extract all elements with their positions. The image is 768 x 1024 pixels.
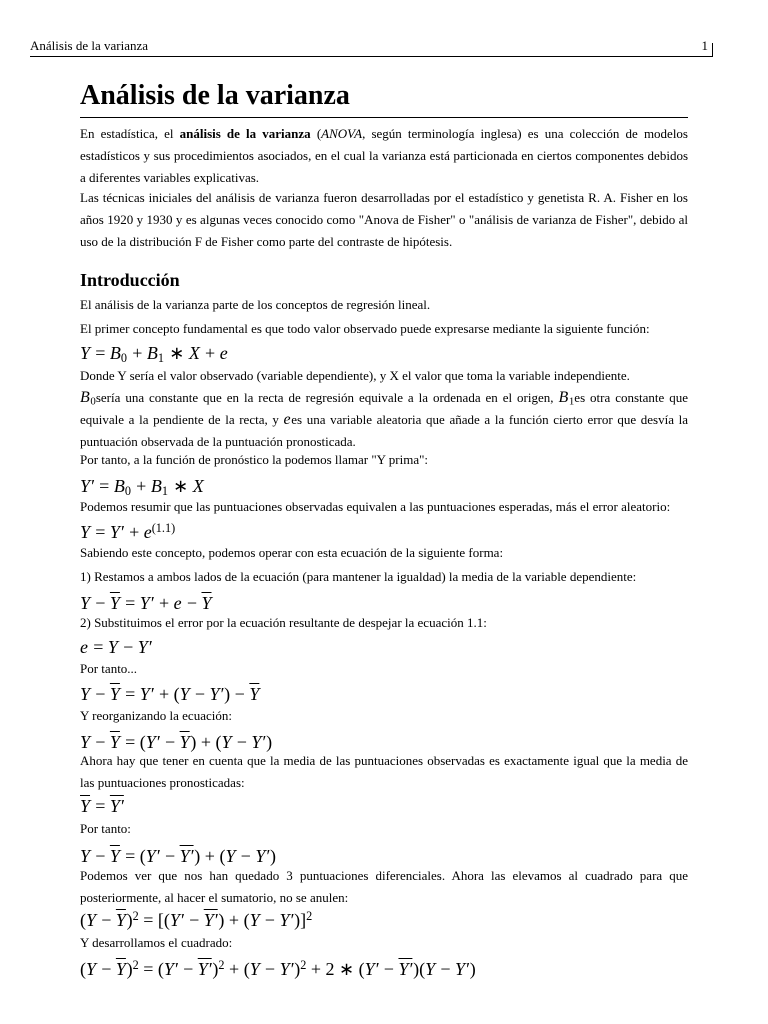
math-operator (132, 343, 142, 363)
math-symbol: Y′ (139, 593, 154, 613)
math-symbol: − (236, 732, 247, 752)
math-mean-symbol: Y′ (197, 959, 212, 979)
math-bracket (212, 959, 224, 979)
math-symbol: Y (80, 343, 91, 363)
math-symbol: ( (157, 959, 164, 979)
math-symbol: − (183, 959, 194, 979)
math-symbol: = (99, 476, 110, 496)
math-symbol: Y (225, 846, 236, 866)
math-variable: B (80, 389, 90, 406)
math-operator (265, 910, 275, 930)
math-bracket (218, 910, 224, 930)
math-operator (95, 593, 105, 613)
math-symbol: Y (80, 846, 91, 866)
math-variable (86, 959, 97, 979)
body-paragraph: El primer concepto fundamental es que todo valor observado puede expresarse mediante la siguiente función: (80, 321, 650, 336)
math-variable (113, 476, 132, 499)
math-operator (143, 910, 153, 930)
math-variable (140, 593, 155, 613)
math-operator (384, 959, 394, 979)
math-variable (174, 593, 183, 613)
math-mean-symbol: $\overline{Y}$ (201, 593, 212, 613)
math-symbol: − (189, 910, 200, 930)
math-symbol: ∗ (339, 959, 355, 979)
math-bracket (270, 846, 276, 866)
math-symbol: ) (126, 910, 133, 930)
inline-math-b1 (558, 389, 574, 406)
math-symbol: Y′ (364, 959, 379, 979)
math-symbol: = (125, 846, 136, 866)
math-symbol: + (310, 959, 322, 979)
math-mean-symbol: $\overline{Y}$ (115, 959, 126, 979)
math-symbol: − (264, 959, 276, 979)
math-variable (455, 959, 470, 979)
math-symbol: B (109, 343, 121, 363)
math-symbol: Y (80, 522, 91, 542)
math-formula (80, 681, 688, 707)
math-symbol: e (219, 343, 228, 363)
math-symbol: ( (219, 846, 226, 866)
math-bracket (470, 959, 476, 979)
math-mean-symbol: $\overline{Y}$ (109, 593, 120, 613)
math-variable (180, 846, 195, 866)
math-variable (138, 637, 153, 657)
lead-paragraph-history: Las técnicas iniciales del análisis de varianza fueron desarrolladas por el estadístico y genetista R. A. Fisher en los años 1920 y 1930 y es algunas veces conocido como "Anova de Fisher" o "análisis de varianza de Fisher", debido al uso de la distribución F de Fisher como parte del contraste de hipótesis. (80, 190, 688, 249)
math-symbol: e (143, 522, 152, 542)
math-symbol: = (143, 910, 154, 930)
math-variable (210, 684, 225, 704)
math-operator (173, 476, 188, 496)
math-symbol: + (129, 522, 140, 542)
math-symbol: ( (243, 959, 250, 979)
math-variable (249, 684, 260, 704)
math-operator (205, 343, 215, 363)
math-symbol: ) (294, 910, 301, 930)
math-symbol: Y′ (137, 637, 152, 657)
math-variable (116, 910, 127, 930)
math-operator (165, 846, 175, 866)
italic-acronym: ANOVA (321, 126, 363, 141)
math-operator (159, 593, 169, 613)
math-symbol: Y′ (163, 959, 178, 979)
math-symbol: ) (270, 846, 276, 866)
math-operator (235, 684, 245, 704)
math-subscript: 0 (90, 395, 96, 408)
math-mean-symbol: Y′ (203, 910, 218, 930)
math-symbol: e (173, 593, 182, 613)
math-subscript: 0 (120, 351, 128, 366)
math-mean-symbol: $\overline{Y}$ (109, 732, 120, 752)
math-symbol: ) (218, 910, 225, 930)
math-symbol: B (113, 476, 125, 496)
body-paragraph: Por tanto... (80, 661, 138, 676)
math-symbol: Y (249, 959, 260, 979)
lead-text-middle: ( (310, 126, 322, 141)
math-mean-symbol: Y′ (398, 959, 413, 979)
math-variable (146, 846, 161, 866)
math-bracket (127, 959, 139, 979)
math-variable (110, 846, 121, 866)
math-symbol: Y′ (279, 959, 294, 979)
math-variable (140, 684, 155, 704)
inline-math-b0 (80, 389, 96, 406)
math-symbol: + (158, 593, 170, 613)
math-symbol: + (228, 910, 240, 930)
math-operator (241, 846, 251, 866)
body-paragraph: Podemos ver que nos han quedado 3 puntuaciones diferenciales. Ahora las elevamos al cuadrado para que posteriormente, al hacer el sumatorio, no se anulen: (80, 868, 688, 905)
math-symbol: Y′ (255, 846, 270, 866)
body-paragraph: Donde Y sería el valor observado (variable dependiente), y X el valor que toma la variable independiente. (80, 368, 630, 383)
math-variable (279, 910, 294, 930)
math-variable (80, 684, 91, 704)
math-variable (80, 796, 91, 816)
math-variable (144, 522, 176, 542)
math-variable: B (558, 389, 569, 406)
math-symbol: ) (194, 846, 201, 866)
math-symbol: Y (80, 732, 91, 752)
math-symbol: ] (300, 910, 307, 930)
math-symbol: Y (86, 910, 97, 930)
title-divider (80, 117, 688, 118)
math-variable (170, 910, 185, 930)
math-symbol: ( (80, 959, 86, 979)
math-variable (180, 684, 191, 704)
math-symbol: + (229, 959, 240, 979)
math-symbol: = (125, 684, 136, 704)
math-symbol: Y (80, 593, 91, 613)
math-variable (110, 684, 121, 704)
math-variable (189, 343, 201, 363)
math-symbol: ( (163, 910, 170, 930)
math-operator (183, 959, 193, 979)
math-operator (95, 522, 105, 542)
math-symbol: ( (139, 732, 146, 752)
body-paragraph: Y reorganizando la ecuación: (80, 708, 232, 723)
math-variable (80, 846, 91, 866)
math-symbol: Y′ (455, 959, 469, 979)
math-variable (80, 593, 91, 613)
math-subscript: 1 (568, 395, 575, 408)
math-symbol: Y′ (139, 684, 154, 704)
math-variable (250, 910, 261, 930)
math-variable (80, 637, 89, 657)
math-symbol: Y (249, 910, 260, 930)
math-variable (398, 959, 413, 979)
math-operator (159, 684, 169, 704)
running-header-title: Análisis de la varianza (30, 38, 149, 53)
math-symbol: − (101, 910, 112, 930)
math-symbol: X (188, 343, 200, 363)
math-symbol: − (95, 593, 106, 613)
math-mean-symbol: Y′ (109, 796, 124, 816)
math-symbol: ) (413, 959, 420, 979)
math-variable (80, 732, 91, 752)
bold-term: análisis de la varianza (179, 126, 311, 141)
math-superscript: 2 (218, 957, 225, 972)
article-title: Análisis de la varianza (80, 80, 350, 111)
math-symbol: ( (243, 910, 250, 930)
math-mean-symbol: $\overline{Y}$ (109, 684, 120, 704)
math-symbol: ) (294, 959, 301, 979)
math-symbol: Y (86, 959, 97, 979)
math-variable (250, 959, 261, 979)
math-operator (265, 959, 275, 979)
math-symbol: + (205, 343, 216, 363)
math-variable (365, 959, 380, 979)
math-symbol: Y′ (145, 732, 160, 752)
paragraph-text: sería una constante que en la recta de regresión equivale a la ordenada en el origen, (95, 390, 559, 405)
math-operator (311, 959, 321, 979)
math-superscript: 2 (132, 908, 139, 923)
math-operator (129, 522, 139, 542)
math-mean-symbol: $\overline{Y}$ (179, 732, 190, 752)
math-variable (164, 959, 179, 979)
math-formula (80, 956, 688, 982)
math-symbol: + (200, 732, 211, 752)
math-operator (95, 343, 105, 363)
math-mean-symbol: $\overline{Y}$ (109, 846, 120, 866)
math-symbol: = (143, 959, 154, 979)
math-symbol: B (150, 476, 162, 496)
math-operator (136, 476, 146, 496)
math-symbol: − (383, 959, 394, 979)
math-symbol: − (123, 637, 134, 657)
math-symbol: − (440, 959, 451, 979)
math-bracket (194, 846, 200, 866)
body-paragraph: Por tanto, a la función de pronóstico la podemos llamar "Y prima": (80, 452, 429, 467)
body-paragraph: Por tanto: (80, 821, 131, 836)
math-operator (237, 732, 247, 752)
math-bracket (224, 684, 230, 704)
math-variable (80, 522, 91, 542)
math-variable (180, 732, 191, 752)
math-variable (201, 593, 212, 613)
running-header (30, 37, 713, 57)
math-operator (125, 846, 135, 866)
math-symbol: ) (266, 732, 273, 752)
math-symbol: ( (358, 959, 365, 979)
math-symbol: ( (215, 732, 222, 752)
math-symbol: + (132, 343, 143, 363)
math-mean-symbol: $\overline{Y}$ (80, 796, 91, 816)
math-operator (195, 684, 205, 704)
math-operator (229, 910, 239, 930)
math-symbol: Y (221, 732, 232, 752)
math-symbol: − (95, 684, 106, 704)
math-symbol: ∗ (169, 343, 185, 363)
math-symbol: − (186, 593, 197, 613)
math-formula (80, 793, 688, 819)
math-symbol: = (125, 732, 136, 752)
math-symbol: = (93, 637, 104, 657)
math-operator (201, 732, 211, 752)
math-superscript: 2 (306, 908, 313, 923)
math-symbol: Y (425, 959, 436, 979)
math-variable (110, 796, 125, 816)
math-operator (143, 959, 153, 979)
math-variable (110, 522, 125, 542)
math-variable (222, 732, 233, 752)
math-symbol: = (95, 522, 106, 542)
math-variable (110, 732, 121, 752)
math-operator (440, 959, 450, 979)
math-operator (101, 910, 111, 930)
math-operator (125, 732, 135, 752)
math-symbol: − (101, 959, 112, 979)
math-symbol: − (95, 732, 106, 752)
math-symbol: Y′ (145, 846, 160, 866)
math-symbol: = (95, 343, 106, 363)
math-operator (229, 959, 239, 979)
section-heading-introduccion: Introducción (80, 270, 180, 290)
math-symbol: ∗ (173, 476, 189, 496)
body-paragraph: Ahora hay que tener en cuenta que la media de las puntuaciones observadas es exactamente igual que la media de las puntuaciones pronosticadas: (80, 753, 688, 790)
lead-paragraph-definition (80, 123, 688, 189)
math-symbol: + (158, 684, 170, 704)
math-variable (225, 846, 236, 866)
math-symbol: − (164, 846, 176, 866)
math-operator (189, 910, 199, 930)
math-formula (80, 634, 688, 660)
math-operator (125, 684, 135, 704)
math-mean-symbol: Y′ (179, 846, 194, 866)
math-operator (101, 959, 111, 979)
body-paragraph: Sabiendo este concepto, podemos operar con esta ecuación de la siguiente forma: (80, 545, 504, 560)
math-variable (280, 959, 295, 979)
math-bracket (127, 910, 139, 930)
math-symbol: − (194, 684, 205, 704)
math-symbol: ( (80, 910, 86, 930)
body-paragraph: El análisis de la varianza parte de los conceptos de regresión lineal. (80, 297, 431, 312)
math-symbol: B (146, 343, 158, 363)
math-symbol: ( (419, 959, 426, 979)
math-number (326, 959, 335, 979)
math-operator (205, 846, 215, 866)
math-symbol: ) (126, 959, 133, 979)
math-operator (95, 732, 105, 752)
math-symbol: − (240, 846, 251, 866)
math-symbol: Y (179, 684, 190, 704)
math-subscript: 1 (161, 484, 168, 499)
math-symbol: − (164, 732, 176, 752)
body-paragraph: 1) Restamos a ambos lados de la ecuación (para mantener la igualdad) la media de la variable dependiente: (80, 569, 637, 584)
math-symbol: Y′ (209, 684, 224, 704)
math-symbol: + (136, 476, 147, 496)
math-symbol: e (80, 637, 88, 657)
constants-paragraph (80, 387, 688, 453)
math-superscript: 2 (132, 957, 139, 972)
math-superscript: 2 (300, 957, 307, 972)
math-bracket (266, 732, 272, 752)
math-subscript: 0 (124, 484, 131, 499)
math-variable (80, 476, 95, 496)
math-operator (165, 732, 175, 752)
math-operator (169, 343, 184, 363)
math-variable (425, 959, 436, 979)
paragraph-text: es otra constante que equivale a la pendiente de la recta, y (80, 390, 689, 427)
math-symbol: ) (190, 732, 197, 752)
math-symbol: − (234, 684, 245, 704)
math-variable (204, 910, 219, 930)
page-number: 1 (701, 38, 708, 53)
math-variable (251, 732, 266, 752)
math-operator (93, 637, 103, 657)
math-variable (150, 476, 169, 499)
math-operator (95, 846, 105, 866)
math-symbol: [ (157, 910, 164, 930)
math-mean-symbol: $\overline{Y}$ (115, 910, 126, 930)
math-formula (80, 907, 688, 933)
math-variable (80, 343, 91, 363)
math-symbol: ( (139, 846, 146, 866)
math-variable (109, 343, 128, 366)
math-symbol: ) (469, 959, 476, 979)
math-symbol: ( (173, 684, 180, 704)
math-symbol: − (95, 846, 106, 866)
math-variable (146, 343, 165, 366)
math-symbol: ) (224, 684, 231, 704)
math-variable: e (283, 411, 291, 428)
math-variable (255, 846, 270, 866)
math-symbol: Y (107, 637, 118, 657)
math-symbol: Y′ (279, 910, 294, 930)
math-symbol: ) (212, 959, 219, 979)
math-symbol: = (125, 593, 136, 613)
math-variable (110, 593, 121, 613)
lead-text-start: En estadística, el (80, 126, 180, 141)
math-variable (146, 732, 161, 752)
math-symbol: X (192, 476, 204, 496)
math-superscript: (1.1) (151, 520, 176, 535)
body-paragraph: Podemos resumir que las puntuaciones observadas equivalen a las puntuaciones esperadas, más el error aleatorio: (80, 499, 671, 514)
math-bracket (294, 959, 306, 979)
body-paragraph: Y desarrollamos el cuadrado: (80, 935, 233, 950)
lead-text-end: , según terminología inglesa) es una colección de modelos estadísticos y sus procedimientos asociados, en el cual la varianza está particionada en ciertos componentes debidos a diferentes variables explicativas. (80, 126, 688, 185)
math-operator (99, 476, 109, 496)
math-symbol: Y′ (109, 522, 124, 542)
math-operator (339, 959, 354, 979)
math-operator (187, 593, 197, 613)
math-symbol: − (264, 910, 275, 930)
math-variable (220, 343, 229, 363)
math-symbol: Y′ (251, 732, 266, 752)
math-symbol: + (204, 846, 215, 866)
math-operator (95, 796, 105, 816)
math-operator (95, 684, 105, 704)
math-formula (80, 340, 688, 366)
math-symbol: = (95, 796, 106, 816)
math-mean-symbol: $\overline{Y}$ (249, 684, 260, 704)
math-variable (198, 959, 213, 979)
math-variable (86, 910, 97, 930)
math-bracket (300, 910, 312, 930)
math-variable (193, 476, 205, 496)
math-variable (108, 637, 119, 657)
math-symbol: Y′ (80, 476, 94, 496)
math-bracket (190, 732, 196, 752)
math-operator (125, 593, 135, 613)
math-symbol: 2 (325, 959, 335, 979)
math-symbol: Y′ (169, 910, 184, 930)
math-symbol: Y (80, 684, 91, 704)
math-subscript: 1 (157, 351, 165, 366)
math-variable (116, 959, 127, 979)
paragraph-text: es una variable aleatoria que añade a la función cierto error que desvía la puntuación observada de la puntuación pronosticada. (80, 412, 688, 449)
body-paragraph: 2) Substituimos el error por la ecuación resultante de despejar la ecuación 1.1: (80, 615, 487, 630)
math-operator (123, 637, 133, 657)
